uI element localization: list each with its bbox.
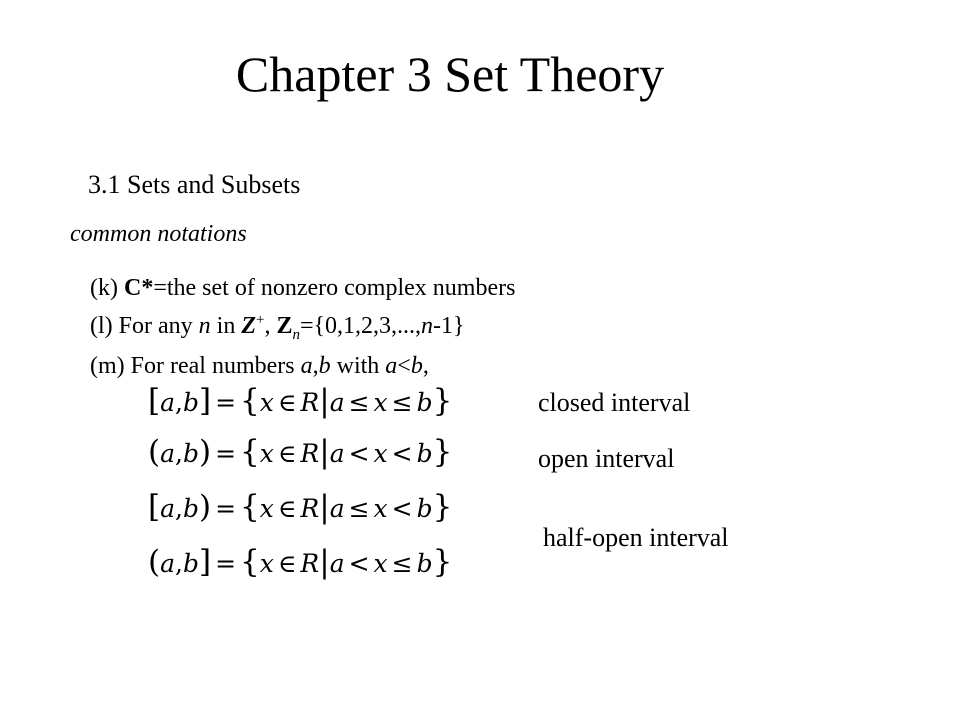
item-m-var-b2: b: [410, 353, 423, 379]
item-l-Z: Z: [241, 313, 256, 339]
item-l-var-n: n: [198, 313, 211, 339]
item-m-comma: ,: [312, 353, 319, 379]
item-l-var-n2: n: [421, 313, 434, 339]
list-item-l: [90, 310, 465, 342]
equation-open-interval: (a,b) = {x ∈ R|a < x < b}: [148, 434, 453, 470]
section-heading: 3.1 Sets and Subsets: [88, 170, 301, 199]
item-m-var-a2: a: [385, 353, 398, 379]
slide-title: Chapter 3 Set Theory: [235, 46, 665, 102]
item-l-comma: ,: [264, 313, 277, 339]
item-l-prefix: (l) For any: [90, 313, 199, 339]
item-l-tail: -1}: [433, 313, 465, 339]
item-k-symbol: C*: [123, 275, 154, 301]
item-m-lt: <: [397, 353, 411, 379]
item-l-Zn: Z: [276, 313, 293, 339]
item-m-with: with: [330, 353, 386, 379]
equation-half-open-left-closed: [a,b) = {x ∈ R|a ≤ x < b}: [148, 489, 453, 525]
item-l-in: in: [210, 313, 242, 339]
item-k-text: =the set of nonzero complex numbers: [153, 275, 516, 301]
item-m-var-b: b: [318, 353, 331, 379]
item-m-tail: ,: [422, 353, 429, 379]
equation-half-open-right-closed: (a,b] = {x ∈ R|a < x ≤ b}: [148, 544, 453, 580]
item-k-prefix: (k): [90, 275, 124, 301]
label-half-open-interval: half-open interval: [543, 523, 729, 552]
item-l-plus: +: [256, 312, 265, 328]
label-open-interval: open interval: [538, 444, 675, 473]
equation-closed-interval: [a,b] = {x ∈ R|a ≤ x ≤ b}: [148, 383, 453, 419]
item-l-sub-n: n: [292, 326, 300, 343]
subheading: common notations: [70, 221, 247, 247]
label-closed-interval: closed interval: [538, 388, 691, 417]
list-item-k: [90, 272, 515, 304]
item-m-prefix: (m) For real numbers: [90, 353, 301, 379]
list-item-m: [90, 350, 429, 382]
item-m-var-a: a: [300, 353, 313, 379]
item-l-set: ={0,1,2,3,...,: [299, 313, 422, 339]
